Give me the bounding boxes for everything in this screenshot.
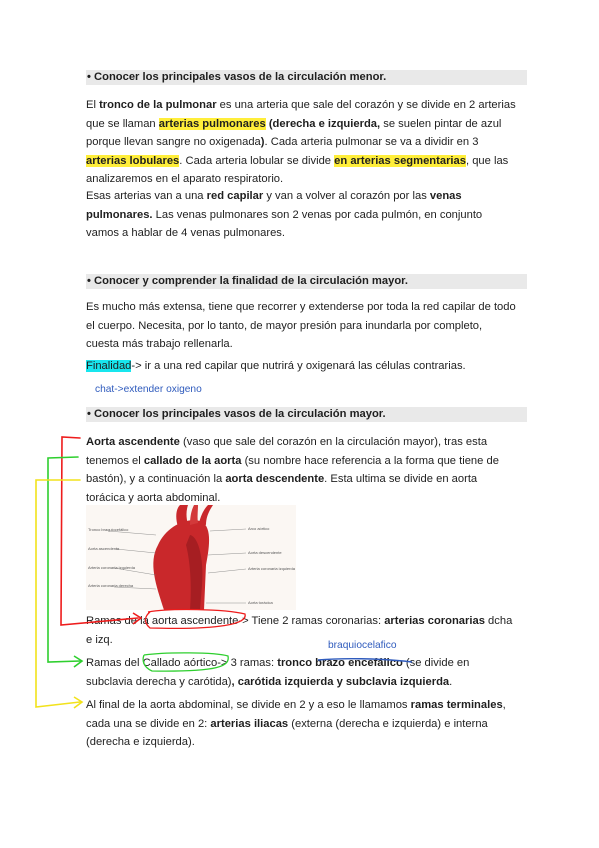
text: (su nombre hace referencia a la forma que tiene de bastón), y a continuación la — [86, 454, 499, 486]
bold-text: (derecha e izquierda, — [265, 117, 381, 130]
text: (externa (derecha e izquierda) e interna (derecha e izquierda). — [86, 717, 488, 749]
text: (vaso que sale del corazón en la circulación mayor), tras esta tenemos el — [86, 436, 488, 467]
text: (se divide en subclavia derecha y carótida) — [86, 657, 470, 688]
section-heading-circulacion-mayor: • Conocer y comprender la finalidad de la circulación mayor. — [86, 274, 527, 289]
bold-text: red capilar — [206, 190, 264, 202]
bold-text: arterias coronarias — [384, 615, 485, 627]
bold-text: , carótida izquierda y subclavia izquierda — [231, 675, 450, 688]
text: . Cada arteria pulmonar se va a dividir en 3 — [264, 136, 479, 149]
handwritten-note: chat->extender oxigeno — [95, 384, 202, 395]
figure-label-right: Aorta descendente — [248, 550, 282, 555]
figure-label-left: Tronco braquiocefálico — [88, 527, 129, 532]
highlighted-text: arterias lobulares — [86, 154, 180, 167]
bold-text: aorta descendente — [225, 473, 325, 486]
text: se suelen pintar de azul porque llevan sangre no oxigenada — [86, 117, 502, 149]
bold-text: arterias iliacas — [210, 717, 289, 730]
text: Ramas de la aorta ascendente-> Tiene 2 ramas coronarias: — [86, 615, 385, 627]
text: , que las analizaremos en el aparato respiratorio. — [86, 154, 509, 186]
bold-text: tronco de la pulmonar — [99, 99, 217, 111]
figure-label-right: Aorta torácica — [248, 600, 273, 605]
text: Las venas pulmonares son 2 venas por cada pulmón, en conjunto vamos a hablar de 4 venas pulmonares. — [86, 208, 483, 240]
section-heading-vasos-mayor: • Conocer los principales vasos de la circulación mayor. — [86, 407, 527, 422]
figure-label-left: Aorta ascendente — [88, 546, 120, 551]
figure-label-right: Arco aórtico — [248, 526, 270, 531]
text: y van a volver al corazón por las — [263, 190, 430, 202]
text: Esas arterias van a una — [86, 190, 207, 202]
bold-text: venas pulmonares. — [86, 190, 462, 221]
text: dcha e izq. — [86, 615, 513, 646]
text: . — [449, 675, 453, 688]
figure-label-right: Arteria coronaria izquierda — [248, 566, 295, 571]
highlighted-text: arterias pulmonares — [158, 117, 266, 130]
yellow-ink-line — [36, 480, 80, 707]
text: . Esta ultima se divide en aorta torácica y aorta abdominal. — [86, 473, 478, 504]
green-ink-line — [48, 457, 80, 662]
bold-text: Aorta ascendente — [86, 436, 180, 448]
paragraph-extension: Es mucho más extensa, tiene que recorrer y extenderse por toda la red capilar de todo el cuerpo. Necesita, por lo tanto, de mayor presión para inundarla por completo, cuesta más trabajo rellenarla. — [86, 301, 516, 351]
text: Ramas del Callado aórtico-> 3 ramas: — [86, 657, 278, 669]
highlighted-text: en — [334, 154, 351, 167]
bold-text: ramas terminales — [410, 699, 503, 711]
bold-text: tronco brazo encefálico — [277, 657, 403, 669]
bold-text: callado de la aorta — [143, 454, 242, 467]
blue-strike-mark — [318, 659, 412, 662]
red-circle-mark — [145, 610, 245, 629]
bold-text: ) — [260, 136, 265, 149]
handwritten-annotation: braquiocelafico — [328, 640, 397, 651]
highlighted-text: Finalidad — [86, 360, 132, 372]
red-ink-line — [61, 437, 138, 625]
text: El — [86, 99, 100, 111]
text: . Cada arteria lobular se divide — [179, 154, 335, 167]
green-circle-mark — [143, 653, 228, 671]
section-heading-circulacion-menor: • Conocer los principales vasos de la circulación menor. — [86, 70, 527, 85]
text: -> ir a una red capilar que nutrirá y oxigenará las células contrarias. — [131, 360, 466, 372]
text: es una arteria que sale del corazón y se divide en 2 arterias que se llaman — [86, 99, 516, 130]
text: , cada una se divide en 2: — [86, 699, 506, 730]
figure-label-left: Arteria coronaria izquierda — [88, 565, 135, 570]
highlighted-text: arterias segmentarias — [350, 154, 466, 167]
text: Al final de la aorta abdominal, se divide en 2 y a eso le llamamos — [86, 699, 411, 711]
figure-label-left: Arteria coronaria derecha — [88, 583, 134, 588]
